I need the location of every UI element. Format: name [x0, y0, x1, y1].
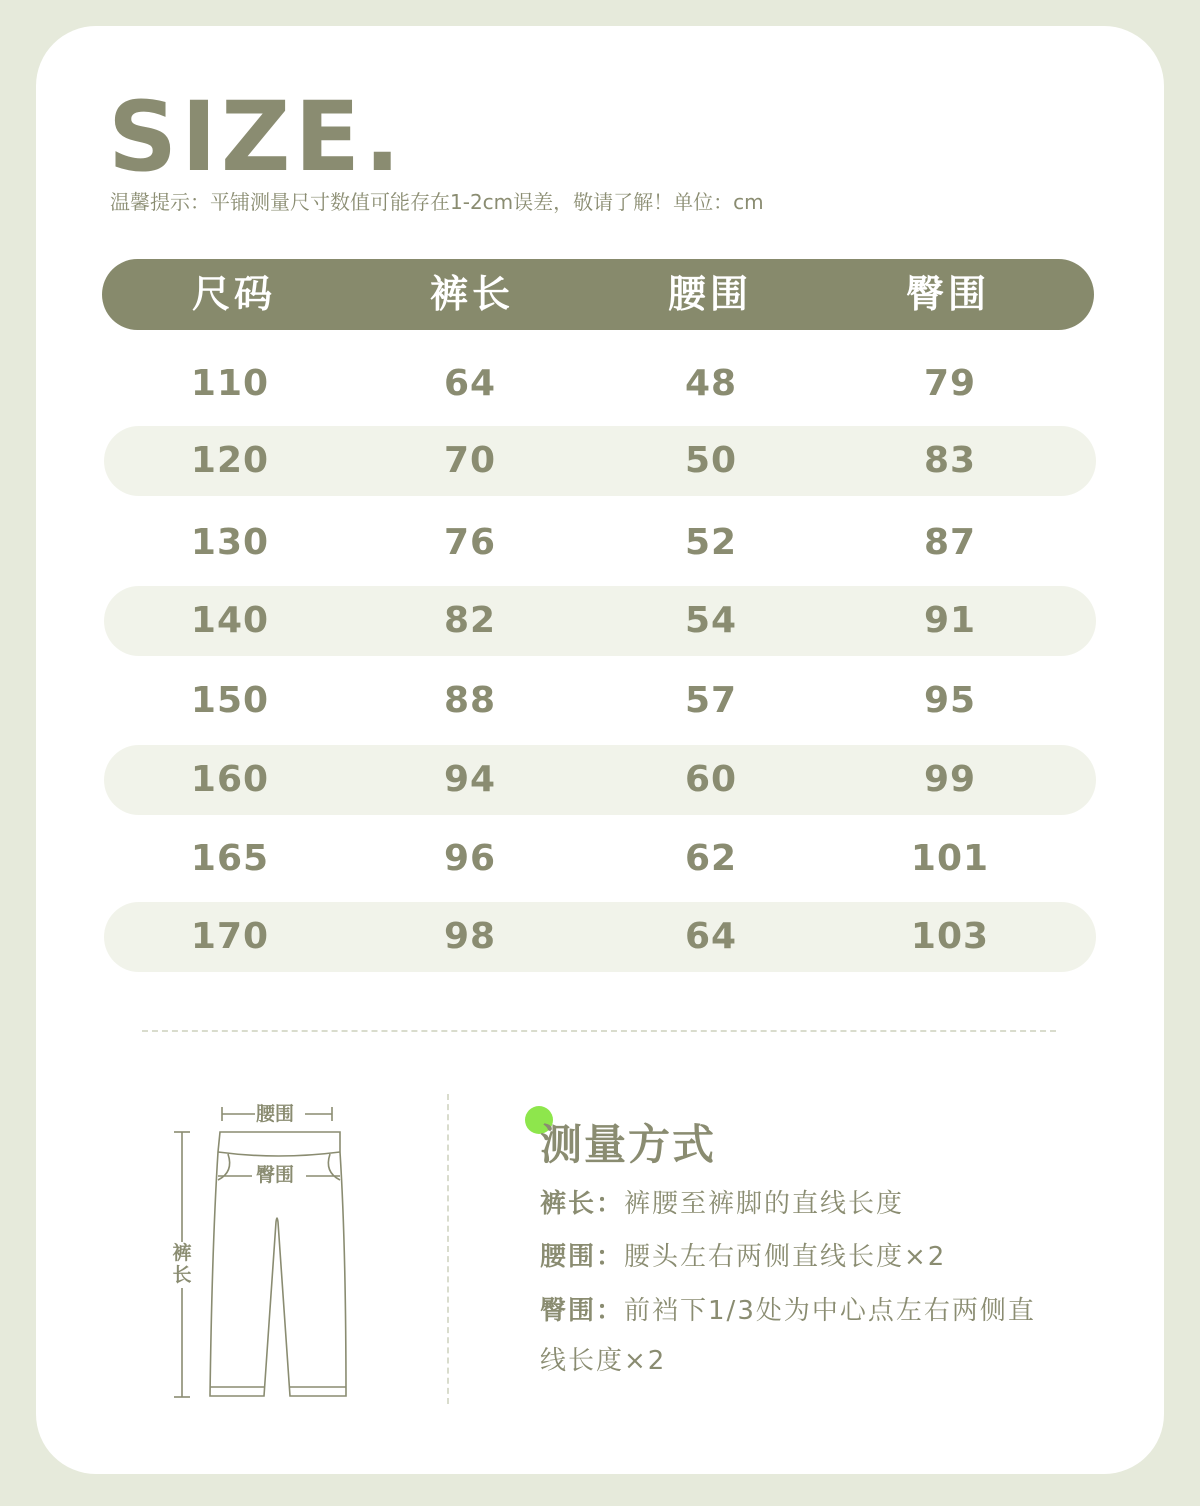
cell-waist: 64: [684, 916, 738, 957]
table-row: [104, 666, 1096, 736]
cell-size: 165: [190, 838, 270, 879]
cell-length: 70: [443, 440, 497, 481]
cell-waist: 50: [684, 440, 738, 481]
cell-hip: 87: [923, 522, 977, 563]
table-row: [104, 586, 1096, 656]
cell-size: 170: [190, 916, 270, 957]
method-title: 测量方式: [540, 1120, 717, 1169]
cell-size: 110: [190, 363, 270, 404]
table-row: [104, 745, 1096, 815]
cell-length: 82: [443, 600, 497, 641]
cell-hip: 83: [923, 440, 977, 481]
hip-label: 臀围: [256, 1164, 295, 1186]
table-header: [102, 259, 1094, 330]
table-row: [104, 349, 1096, 419]
table-row: [104, 824, 1096, 894]
cell-hip: 99: [923, 759, 977, 800]
cell-waist: 52: [684, 522, 738, 563]
table-row: [104, 902, 1096, 972]
cell-hip: 79: [923, 363, 977, 404]
cell-hip: 95: [923, 680, 977, 721]
cell-length: 96: [443, 838, 497, 879]
method-key: 臀围：: [540, 1296, 625, 1326]
page-title: SIZE.: [108, 81, 405, 193]
method-text: 裤腰至裤脚的直线长度: [624, 1189, 905, 1219]
cell-waist: 60: [684, 759, 738, 800]
cell-hip: 103: [910, 916, 990, 957]
method-key: 腰围：: [540, 1242, 625, 1272]
measurement-tip: 温馨提示：平铺测量尺寸数值可能存在1-2cm误差，敬请了解！单位：cm: [110, 190, 764, 214]
cell-size: 120: [190, 440, 270, 481]
cell-waist: 62: [684, 838, 738, 879]
header-waist: 腰围: [667, 272, 752, 316]
table-row: [104, 426, 1096, 496]
cell-length: 64: [443, 363, 497, 404]
cell-hip: 101: [910, 838, 990, 879]
method-key: 裤长：: [540, 1189, 625, 1219]
method-text: 腰头左右两侧直线长度×2: [624, 1242, 947, 1272]
cell-waist: 48: [684, 363, 738, 404]
cell-length: 98: [443, 916, 497, 957]
header-size: 尺码: [191, 272, 276, 316]
cell-length: 88: [443, 680, 497, 721]
waist-label: 腰围: [256, 1103, 295, 1125]
cell-waist: 54: [684, 600, 738, 641]
method-item-length: [540, 1179, 1080, 1229]
vertical-divider: [447, 1094, 449, 1404]
cell-length: 76: [443, 522, 497, 563]
method-item-hip: [540, 1286, 1060, 1386]
cell-waist: 57: [684, 680, 738, 721]
method-text: 前裆下1/3处为中心点左右两侧直线长度×2: [540, 1296, 1036, 1376]
cell-size: 160: [190, 759, 270, 800]
pants-diagram: [160, 1096, 360, 1406]
header-hip: 臀围: [905, 272, 990, 316]
table-row: [104, 508, 1096, 578]
cell-hip: 91: [923, 600, 977, 641]
method-item-waist: [540, 1232, 1080, 1282]
cell-size: 150: [190, 680, 270, 721]
header-length: 裤长: [429, 272, 514, 316]
cell-length: 94: [443, 759, 497, 800]
cell-size: 130: [190, 522, 270, 563]
cell-size: 140: [190, 600, 270, 641]
section-divider: [142, 1030, 1056, 1032]
length-label: 裤长: [170, 1242, 194, 1286]
